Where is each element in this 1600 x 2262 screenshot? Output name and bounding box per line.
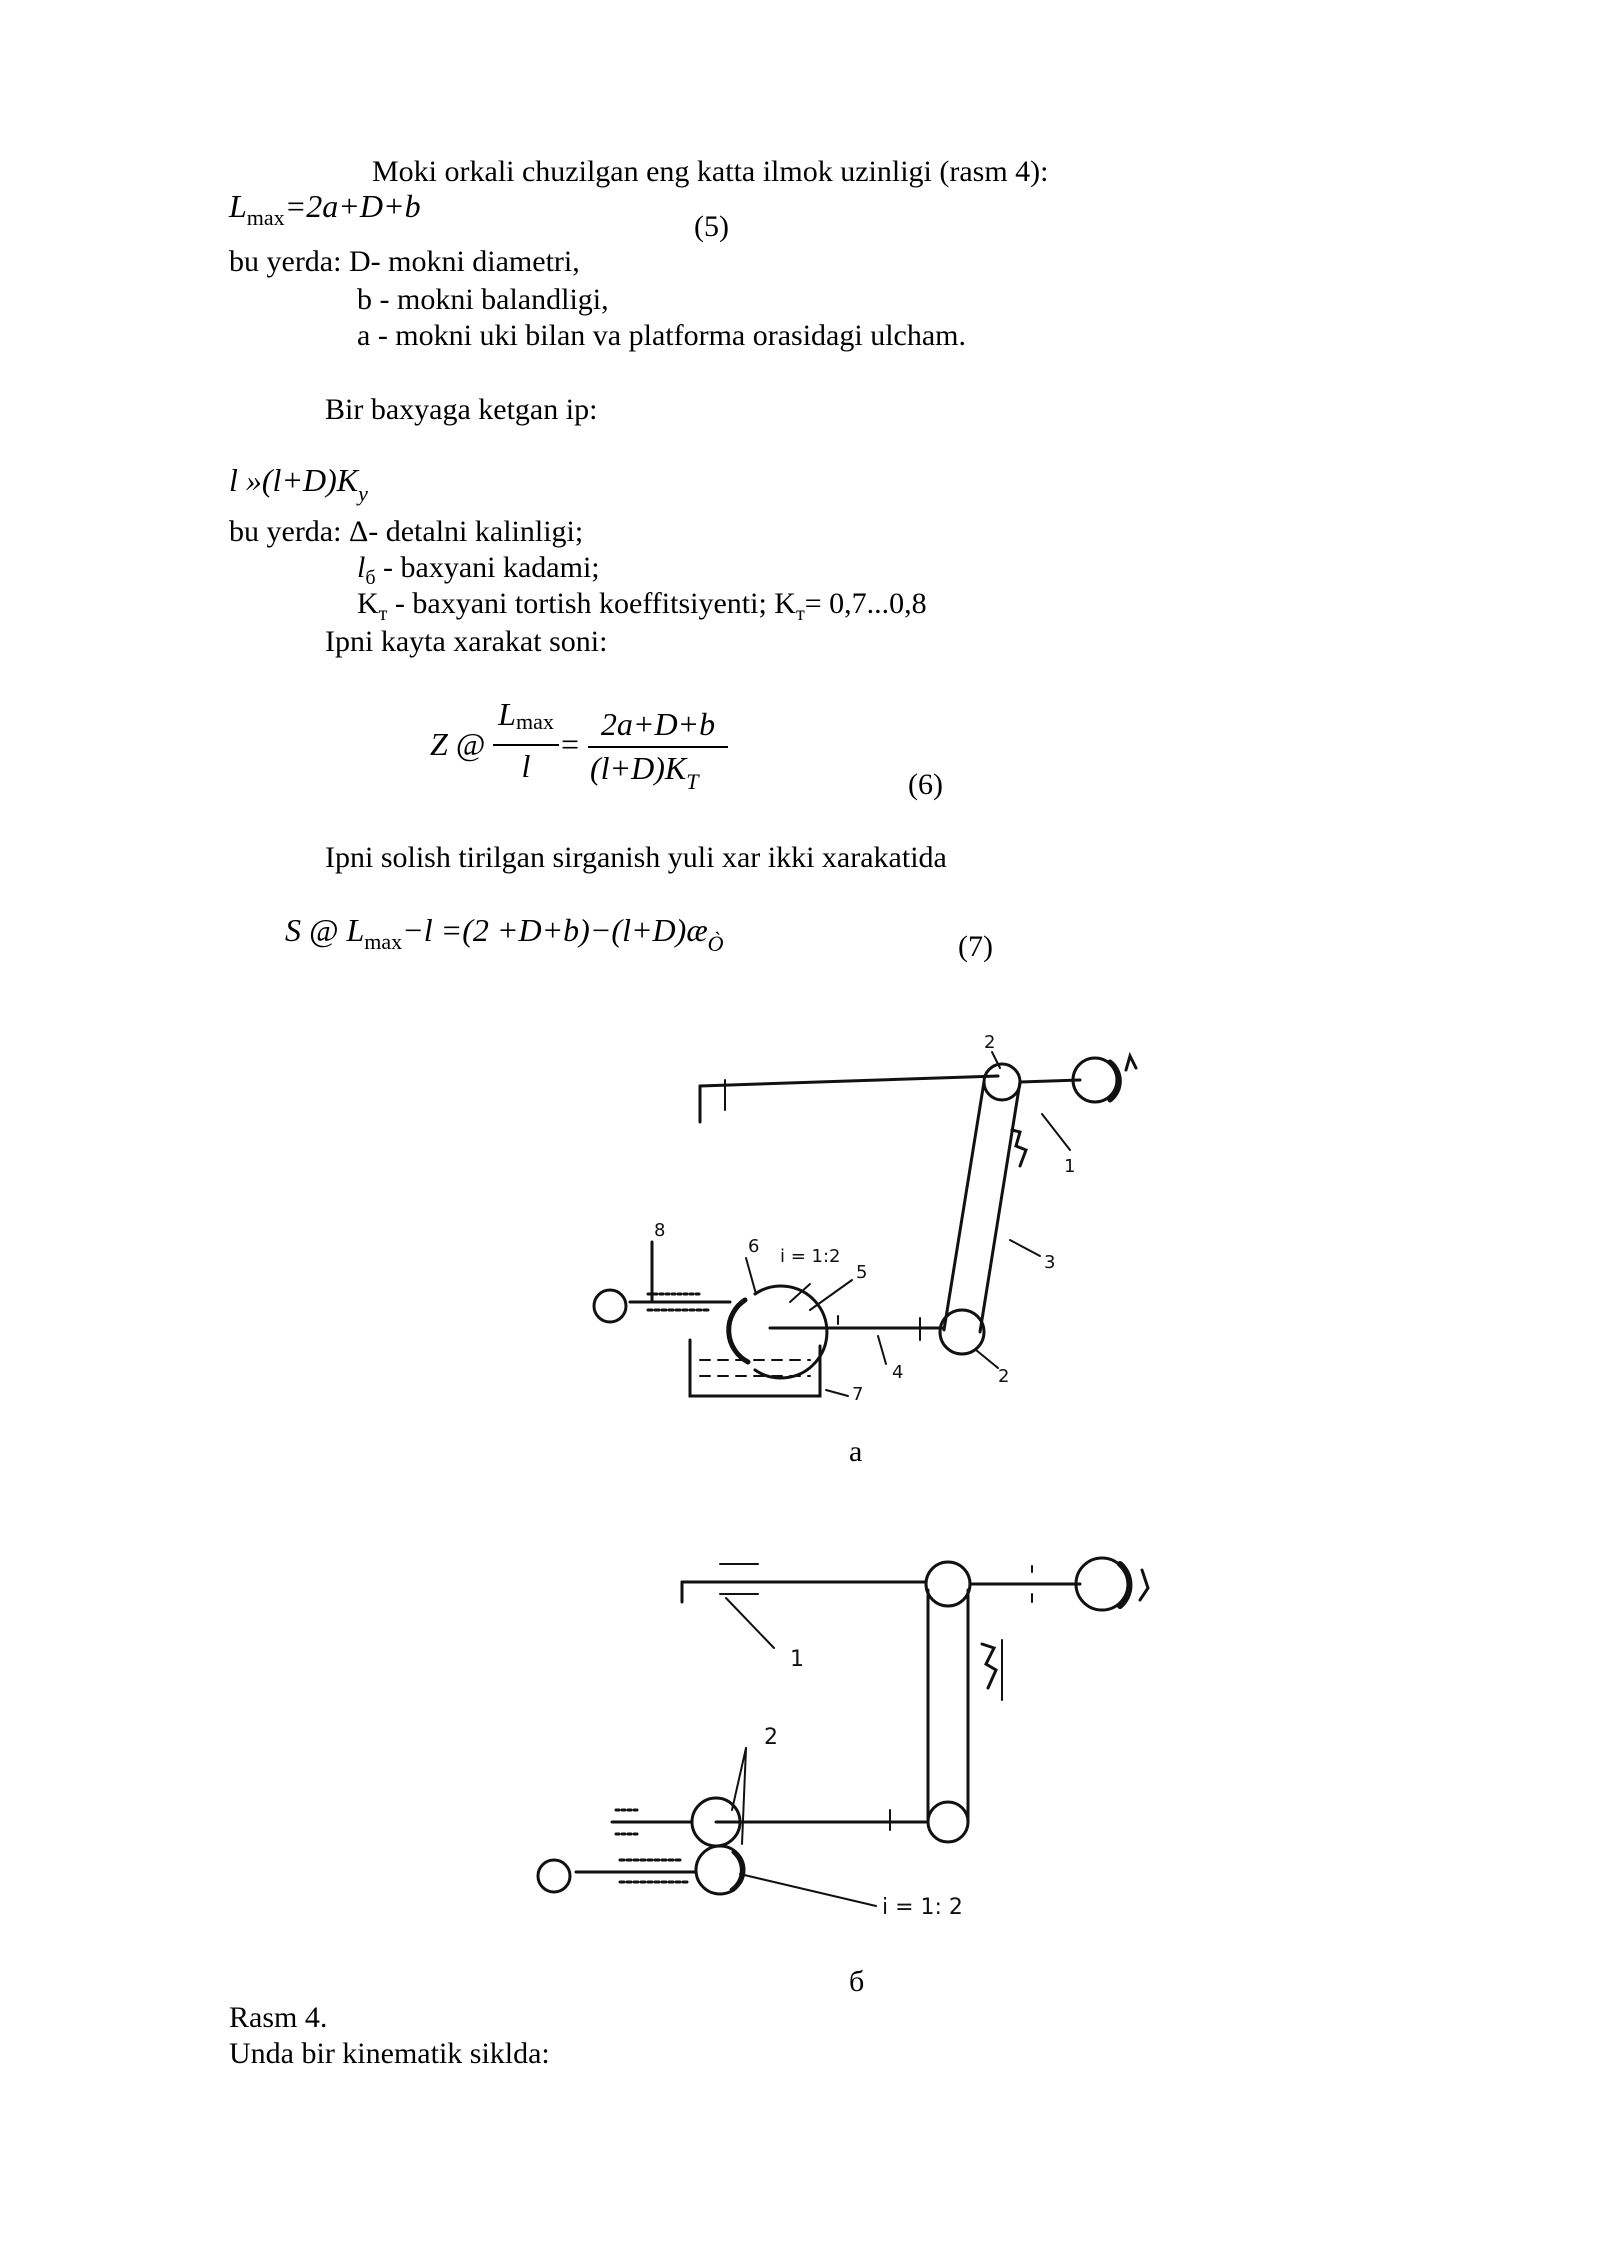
eq6-num1: L: [498, 696, 516, 732]
eq6-number: (6): [908, 768, 943, 801]
equation-5: [229, 188, 421, 230]
eq5-lhs-sub: max: [246, 205, 285, 230]
kt-text: - baxyani tortish koeffitsiyenti; K: [387, 587, 796, 620]
eq6-frac2-bar: [588, 746, 728, 748]
intro-text: Moki orkali chuzilgan eng katta ilmok uzinligi (rasm 4):: [372, 155, 1049, 188]
eq6-den2: [590, 750, 699, 794]
fig-a-callout-4: 2: [998, 1366, 1010, 1387]
fig-b-ratio: i = 1: 2: [882, 1895, 963, 1920]
eq7-number: (7): [958, 930, 993, 963]
slide-heading: Ipni solish tirilgan sirganish yuli xar ikki xarakatida: [325, 841, 947, 874]
eq6-den1: l: [521, 748, 531, 784]
equation-7: [285, 912, 724, 956]
where1-a: a - mokni uki bilan va platforma orasidagi ulcham.: [357, 319, 966, 352]
kt-symbol: K: [357, 587, 379, 620]
figure-b-label: б: [849, 1965, 865, 1998]
fig-a-callout-1: 2: [984, 1032, 996, 1053]
fig-a-callout-5: 4: [892, 1362, 904, 1383]
where2-lead: bu yerda: Δ- detalni kalinligi;: [229, 515, 584, 548]
kt-range: = 0,7...0,8: [804, 587, 927, 620]
eq6-den2-sub: T: [686, 769, 699, 794]
fig-a-callout-2: 1: [1064, 1156, 1076, 1177]
fig-a-callout-9: 7: [852, 1384, 864, 1405]
fig-a-callout-6: 5: [856, 1262, 868, 1283]
eq7-lhs-sub: max: [364, 929, 403, 954]
eq6-equals: =: [561, 726, 580, 762]
fig-a-callout-8: 8: [654, 1220, 666, 1241]
eq5-rhs: =2a+D+b: [284, 188, 421, 224]
where1-b: b - mokni balandligi,: [357, 283, 609, 316]
eq7-rhs-sub: Ò: [707, 931, 724, 956]
kt-sub2: т: [795, 603, 805, 625]
eq6-frac1-bar: [493, 744, 559, 746]
eq-l-left: l »(l+D)K: [229, 462, 359, 498]
eq6-frac1-num: [493, 696, 559, 733]
eq6-lhs: Z @: [430, 726, 486, 762]
eq7-rhs: −l =(2 +D+b)−(l+D)æ: [402, 912, 708, 948]
eq6-num2: 2a+D+b: [600, 706, 716, 742]
eq5-lhs: L: [229, 188, 247, 224]
eq5-number: (5): [694, 210, 729, 243]
lb-symbol: l: [357, 551, 366, 584]
lb-text: - baxyani kadami;: [375, 551, 600, 584]
kt-sub: т: [378, 603, 388, 625]
figure-a-label: а: [849, 1435, 863, 1468]
fig-a-callout-3: 3: [1044, 1252, 1056, 1273]
fig-a-callout-7: 6: [748, 1236, 760, 1257]
eq7-lhs: S @ L: [285, 912, 365, 948]
thread-heading: Bir baxyaga ketgan ip:: [325, 393, 598, 426]
eq-l-sub: y: [358, 481, 368, 506]
fig-b-callout-2: 2: [764, 1725, 778, 1750]
eq6-num1-sub: max: [515, 709, 554, 734]
figure-b-diagram: [520, 1530, 1180, 1930]
equation-l: [229, 462, 368, 506]
closing-text: Unda bir kinematik siklda:: [229, 2037, 550, 2070]
repeat-heading: Ipni kayta xarakat soni:: [325, 625, 608, 658]
figure-caption: Rasm 4.: [229, 2001, 328, 2034]
eq6-den2-text: (l+D)K: [590, 750, 687, 786]
figure-a-diagram: [580, 1010, 1200, 1430]
fig-b-callout-1: 1: [790, 1647, 804, 1672]
where1-lead: bu yerda: D- mokni diametri,: [229, 245, 580, 278]
fig-a-ratio: i = 1:2: [780, 1246, 841, 1267]
lb-sub: б: [365, 567, 376, 589]
